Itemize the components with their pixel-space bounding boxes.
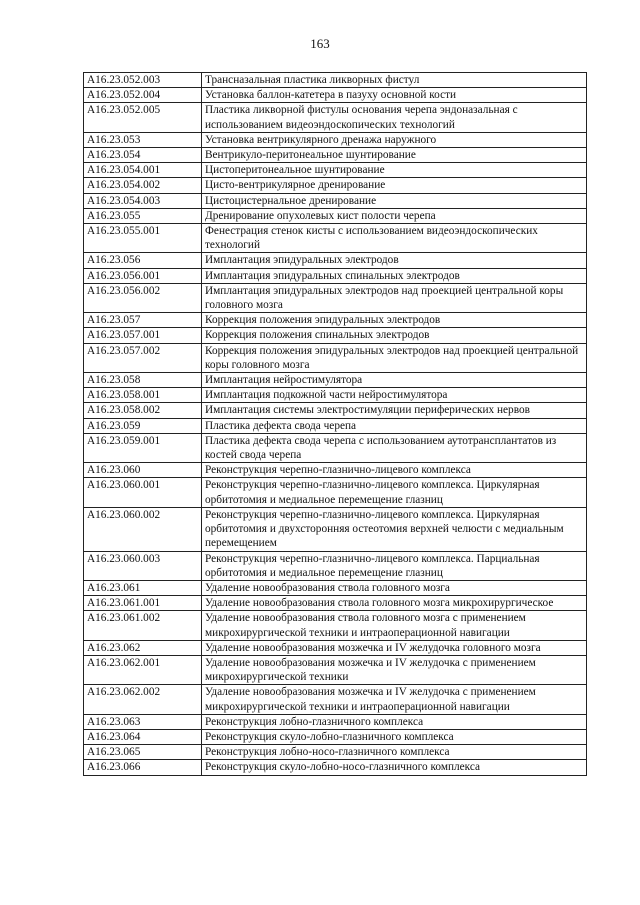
procedure-code-cell: A16.23.056 (84, 253, 202, 268)
procedure-name-cell: Имплантация эпидуральных спинальных электродов (202, 268, 587, 283)
procedure-name-cell: Удаление новообразования мозжечка и IV желудочка с применением микрохирургической техники и интраоперационной навигации (202, 685, 587, 714)
procedure-code-cell: A16.23.065 (84, 745, 202, 760)
procedure-code-table (83, 72, 587, 776)
table-row (84, 478, 587, 507)
table-row (84, 283, 587, 312)
table-row (84, 132, 587, 147)
procedure-name-cell: Имплантация эпидуральных электродов (202, 253, 587, 268)
procedure-code-cell: A16.23.055.001 (84, 224, 202, 253)
procedure-name-cell: Имплантация подкожной части нейростимулятора (202, 388, 587, 403)
procedure-code-cell: A16.23.054 (84, 148, 202, 163)
procedure-name-cell: Реконструкция скуло-лобно-носо-глазничного комплекса (202, 760, 587, 775)
procedure-name-cell: Удаление новообразования ствола головного мозга (202, 580, 587, 595)
procedure-name-cell: Коррекция положения эпидуральных электродов над проекцией центральной коры головного мозга (202, 343, 587, 372)
table-row (84, 463, 587, 478)
table-row (84, 148, 587, 163)
table-row (84, 507, 587, 551)
procedure-code-cell: A16.23.054.001 (84, 163, 202, 178)
procedure-code-cell: A16.23.060.002 (84, 507, 202, 551)
procedure-name-cell: Цисто-вентрикулярное дренирование (202, 178, 587, 193)
procedure-code-cell: A16.23.059.001 (84, 433, 202, 462)
procedure-code-cell: A16.23.058 (84, 373, 202, 388)
table-row (84, 596, 587, 611)
procedure-code-cell: A16.23.057.002 (84, 343, 202, 372)
table-row (84, 193, 587, 208)
procedure-code-cell: A16.23.053 (84, 132, 202, 147)
table-row (84, 343, 587, 372)
procedure-name-cell: Реконструкция лобно-глазничного комплекса (202, 714, 587, 729)
procedure-code-cell: A16.23.060.001 (84, 478, 202, 507)
procedure-code-cell: A16.23.061 (84, 580, 202, 595)
procedure-name-cell: Реконструкция черепно-глазнично-лицевого комплекса (202, 463, 587, 478)
table-row (84, 388, 587, 403)
procedure-code-cell: A16.23.064 (84, 729, 202, 744)
procedure-code-cell: A16.23.058.001 (84, 388, 202, 403)
table-row (84, 328, 587, 343)
procedure-name-cell: Реконструкция лобно-носо-глазничного комплекса (202, 745, 587, 760)
procedure-name-cell: Коррекция положения спинальных электродов (202, 328, 587, 343)
procedure-code-cell: A16.23.062.001 (84, 655, 202, 684)
table-row (84, 313, 587, 328)
procedure-code-cell: A16.23.058.002 (84, 403, 202, 418)
table-body (84, 73, 587, 776)
procedure-code-cell: A16.23.057.001 (84, 328, 202, 343)
table-row (84, 224, 587, 253)
table-row (84, 373, 587, 388)
procedure-name-cell: Удаление новообразования мозжечка и IV желудочка с применением микрохирургической техники (202, 655, 587, 684)
procedure-code-cell: A16.23.066 (84, 760, 202, 775)
procedure-code-cell: A16.23.061.002 (84, 611, 202, 640)
procedure-code-cell: A16.23.054.003 (84, 193, 202, 208)
table-row (84, 208, 587, 223)
procedure-name-cell: Пластика ликворной фистулы основания черепа эндоназальная с использованием видеоэндоскопических технологий (202, 103, 587, 132)
procedure-name-cell: Реконструкция скуло-лобно-глазничного комплекса (202, 729, 587, 744)
procedure-code-cell: A16.23.060 (84, 463, 202, 478)
procedure-name-cell: Пластика дефекта свода черепа (202, 418, 587, 433)
page-number: 163 (310, 36, 330, 51)
table-row (84, 73, 587, 88)
procedure-name-cell: Дренирование опухолевых кист полости черепа (202, 208, 587, 223)
table-row (84, 714, 587, 729)
procedure-code-cell: A16.23.060.003 (84, 551, 202, 580)
procedure-name-cell: Удаление новообразования мозжечка и IV желудочка головного мозга (202, 640, 587, 655)
table-row (84, 88, 587, 103)
procedure-code-cell: A16.23.059 (84, 418, 202, 433)
procedure-name-cell: Удаление новообразования ствола головного мозга с применением микрохирургической техники и интраоперационной навигации (202, 611, 587, 640)
procedure-name-cell: Реконструкция черепно-глазнично-лицевого комплекса. Парциальная орбитотомия и медиальное перемещение глазниц (202, 551, 587, 580)
table-row (84, 418, 587, 433)
table-row (84, 729, 587, 744)
table-row (84, 580, 587, 595)
procedure-code-cell: A16.23.056.001 (84, 268, 202, 283)
procedure-code-cell: A16.23.063 (84, 714, 202, 729)
procedure-name-cell: Установка баллон-катетера в пазуху основной кости (202, 88, 587, 103)
procedure-name-cell: Имплантация эпидуральных электродов над проекцией центральной коры головного мозга (202, 283, 587, 312)
procedure-code-cell: A16.23.056.002 (84, 283, 202, 312)
table-row (84, 103, 587, 132)
procedure-name-cell: Фенестрация стенок кисты с использованием видеоэндоскопических технологий (202, 224, 587, 253)
table-row (84, 253, 587, 268)
procedure-name-cell: Имплантация нейростимулятора (202, 373, 587, 388)
procedure-code-cell: A16.23.052.005 (84, 103, 202, 132)
procedure-code-cell: A16.23.061.001 (84, 596, 202, 611)
table-row (84, 655, 587, 684)
procedure-name-cell: Удаление новообразования ствола головного мозга микрохирургическое (202, 596, 587, 611)
table-row (84, 403, 587, 418)
procedure-name-cell: Имплантация системы электростимуляции периферических нервов (202, 403, 587, 418)
procedure-code-cell: A16.23.062 (84, 640, 202, 655)
table-row (84, 551, 587, 580)
procedure-name-cell: Установка вентрикулярного дренажа наружного (202, 132, 587, 147)
procedure-name-cell: Цистоперитонеальное шунтирование (202, 163, 587, 178)
procedure-name-cell: Трансназальная пластика ликворных фистул (202, 73, 587, 88)
table-row (84, 760, 587, 775)
table-row (84, 163, 587, 178)
table-row (84, 640, 587, 655)
table-row (84, 611, 587, 640)
procedure-code-cell: A16.23.057 (84, 313, 202, 328)
procedure-code-cell: A16.23.052.004 (84, 88, 202, 103)
procedure-name-cell: Цистоцистернальное дренирование (202, 193, 587, 208)
table-row (84, 268, 587, 283)
procedure-code-cell: A16.23.055 (84, 208, 202, 223)
procedure-name-cell: Пластика дефекта свода черепа с использованием аутотрансплантатов из костей свода черепа (202, 433, 587, 462)
procedure-name-cell: Реконструкция черепно-глазнично-лицевого комплекса. Циркулярная орбитотомия и медиальное перемещение глазниц (202, 478, 587, 507)
procedure-name-cell: Реконструкция черепно-глазнично-лицевого комплекса. Циркулярная орбитотомия и двухсторонняя остеотомия верхней челюсти с медиальным перемещением (202, 507, 587, 551)
procedure-name-cell: Коррекция положения эпидуральных электродов (202, 313, 587, 328)
table-row (84, 685, 587, 714)
procedure-code-cell: A16.23.052.003 (84, 73, 202, 88)
procedure-code-cell: A16.23.054.002 (84, 178, 202, 193)
table-row (84, 745, 587, 760)
table-row (84, 433, 587, 462)
procedure-name-cell: Вентрикуло-перитонеальное шунтирование (202, 148, 587, 163)
procedure-code-cell: A16.23.062.002 (84, 685, 202, 714)
table-row (84, 178, 587, 193)
